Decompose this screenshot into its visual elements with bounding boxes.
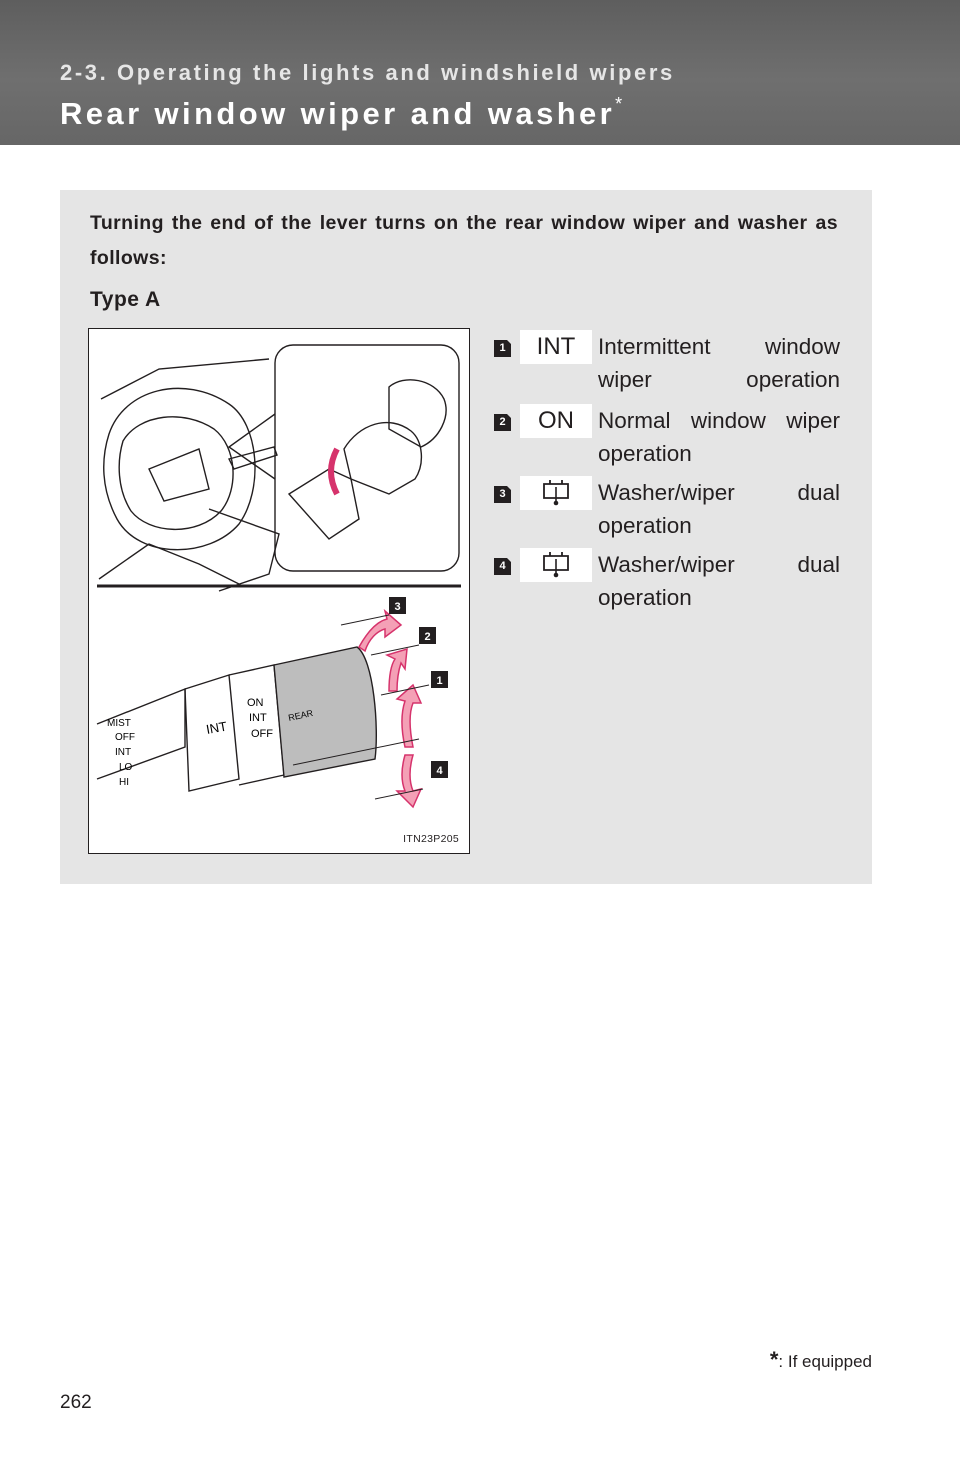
ring-mark-off: OFF [251, 728, 273, 740]
lever-mark-off: OFF [115, 732, 135, 743]
wiper-lever-illustration [88, 328, 470, 854]
callout-2 [419, 627, 436, 644]
footnote-mark: * [769, 1347, 779, 1372]
steering-wheel-inner [119, 417, 233, 530]
callout-4 [431, 761, 448, 778]
page-title-text: Rear window wiper and washer [60, 96, 616, 131]
type-label: Type A [90, 288, 161, 311]
lever-mark-int: INT [115, 747, 132, 758]
callout-1 [431, 671, 448, 688]
lever-mark-hi: HI [119, 777, 129, 788]
rear-washer-icon [520, 476, 592, 510]
mode-label-int: INT [520, 330, 592, 364]
inset-hand [389, 380, 446, 447]
mode-item-int [494, 328, 840, 398]
cap-mark-rear: REAR [287, 707, 314, 723]
item-description-1: Intermittent window wiper operation [598, 334, 840, 392]
lever-shaft [97, 689, 185, 779]
callout-3-label: 3 [394, 601, 401, 613]
arrow-position-4 [397, 755, 421, 807]
item-number-4: 4 [494, 558, 511, 575]
figure-code: ITN23P205 [403, 833, 459, 845]
if-equipped-mark: * [615, 94, 623, 114]
item-number-2: 2 [494, 414, 511, 431]
mode-item-washer-down [494, 546, 840, 616]
callout-1-label: 1 [436, 675, 443, 687]
arrow-position-1 [397, 685, 421, 747]
mode-item-washer-up [494, 474, 840, 544]
item-number-1: 1 [494, 340, 511, 357]
item-description-4: Washer/wiper dual operation [598, 552, 840, 610]
mode-item-on [494, 402, 840, 472]
dashboard-lines [99, 359, 279, 591]
mode-label-on: ON [520, 404, 592, 438]
item-description-3: Washer/wiper dual operation [598, 480, 840, 538]
content-panel [60, 190, 872, 884]
rear-washer-icon [520, 548, 592, 582]
arrow-position-2 [387, 649, 407, 691]
footnote [770, 1347, 872, 1373]
item-description-2: Normal window wiper operation [598, 408, 840, 466]
inset-stalk-base [289, 469, 359, 539]
callout-2-label: 2 [424, 631, 431, 643]
zoom-pointer [229, 414, 275, 479]
footnote-text: : If equipped [778, 1352, 872, 1371]
lever-mark-lo: LO [119, 762, 133, 773]
ring-mark-int-rear: INT [249, 712, 267, 724]
page-number: 262 [60, 1392, 92, 1413]
inset-stalk-tip [344, 423, 421, 494]
lever-mark-mist: MIST [107, 718, 131, 729]
zoom-inset-frame [275, 345, 459, 571]
ring-mark-int: INT [204, 718, 229, 737]
intro-text: Turning the end of the lever turns on the rear window wiper and washer as follows: [90, 212, 838, 269]
callout-3 [389, 597, 406, 614]
lever-figure-svg [89, 329, 469, 853]
section-title: 2-3. Operating the lights and windshield wipers [60, 60, 675, 85]
page-header [0, 0, 960, 145]
page-title [60, 94, 622, 132]
callout-4-label: 4 [436, 765, 443, 777]
item-number-3: 3 [494, 486, 511, 503]
ring-mark-on: ON [247, 697, 264, 709]
steering-hub [149, 449, 209, 501]
